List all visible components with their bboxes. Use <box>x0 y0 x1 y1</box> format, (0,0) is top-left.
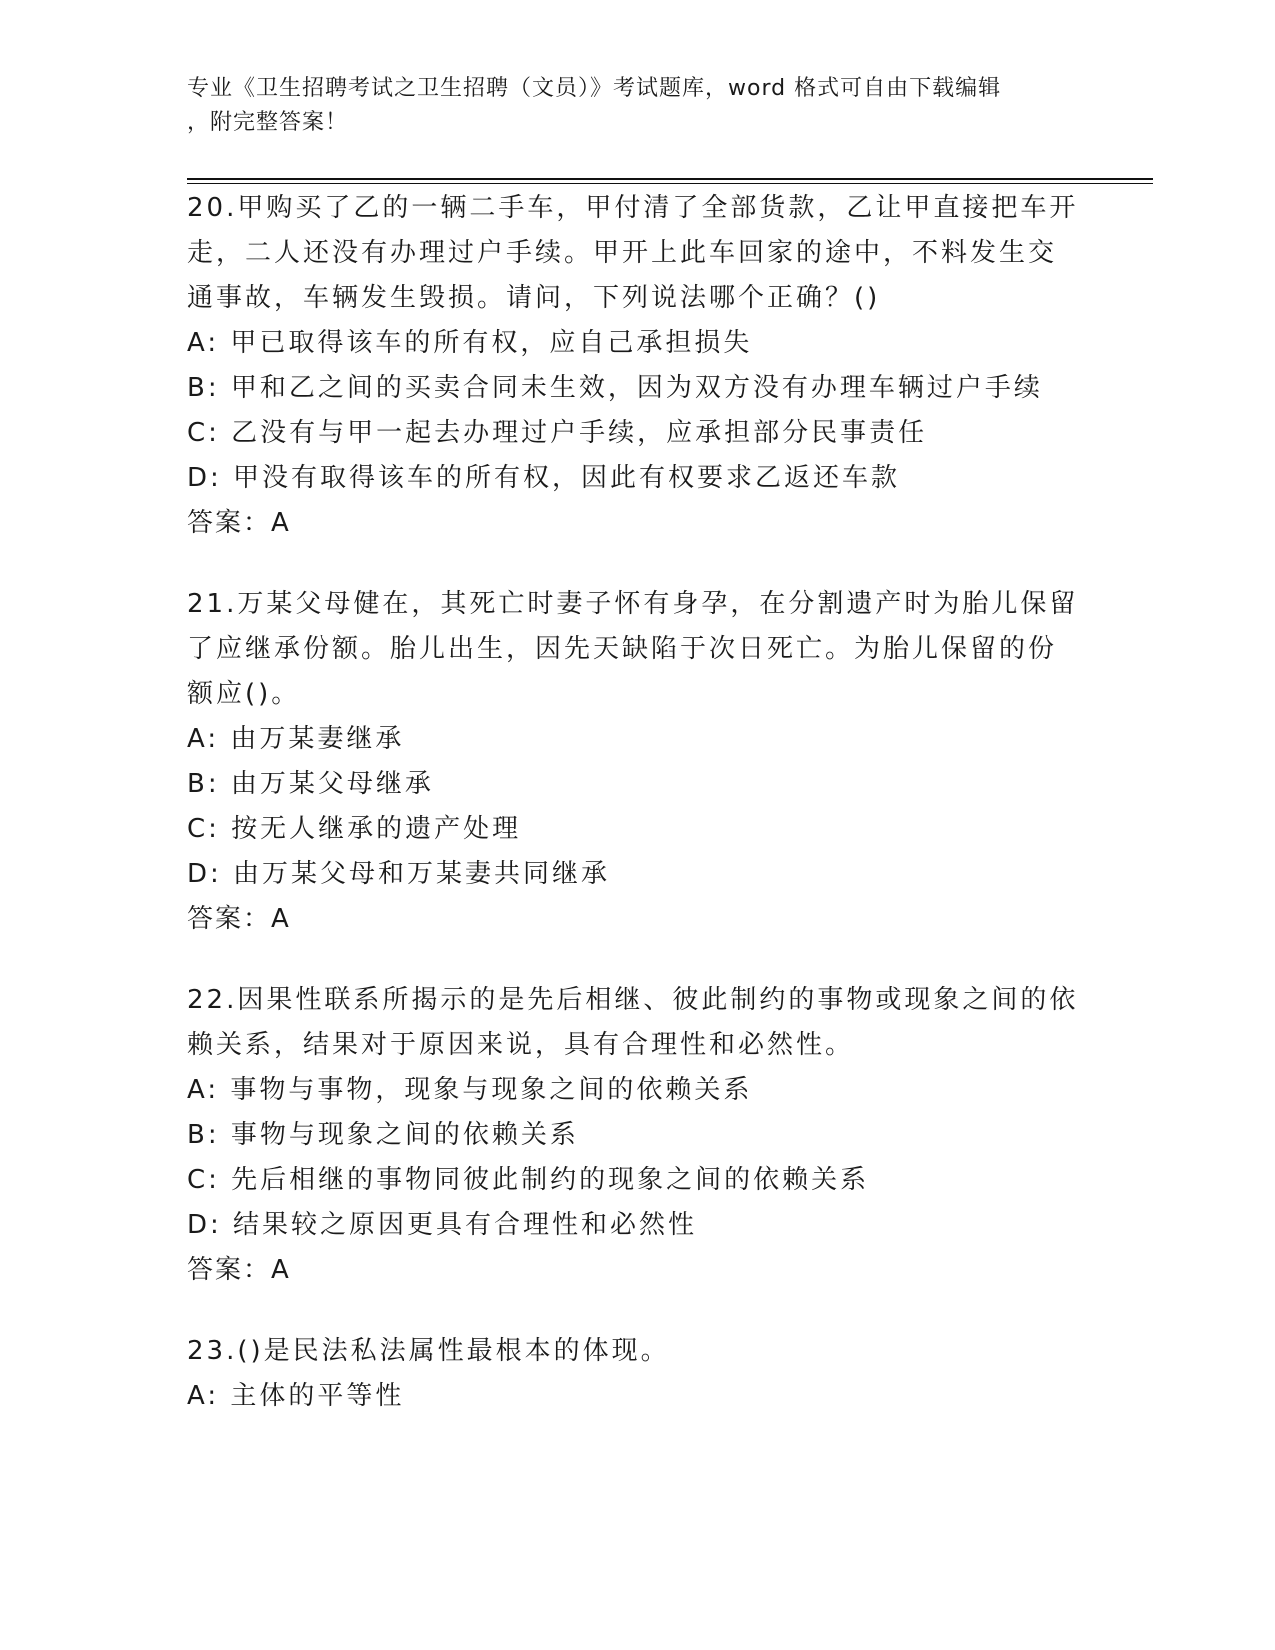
option-a: A: 主体的平等性 <box>187 1381 405 1411</box>
header-divider-thin <box>187 183 1153 184</box>
stem-line: 22.因果性联系所揭示的是先后相继、彼此制约的事物或现象之间的依 <box>187 985 1079 1015</box>
question-23 <box>187 1329 1087 1419</box>
header-line-1: 专业《卫生招聘考试之卫生招聘（文员）》考试题库，word 格式可自由下载编辑 <box>187 76 1002 101</box>
answer-label: 答案：A <box>187 508 291 538</box>
document-header <box>187 72 1067 140</box>
stem-line: 赖关系，结果对于原因来说，具有合理性和必然性。 <box>187 1030 855 1060</box>
stem-line: 21.万某父母健在，其死亡时妻子怀有身孕，在分割遗产时为胎儿保留 <box>187 589 1079 619</box>
option-a: A: 由万某妻继承 <box>187 724 405 754</box>
question-22 <box>187 978 1087 1293</box>
answer-label: 答案：A <box>187 1255 291 1285</box>
option-d: D: 由万某父母和万某妻共同继承 <box>187 859 611 889</box>
stem-line: 通事故，车辆发生毁损。请问，下列说法哪个正确？() <box>187 283 881 313</box>
option-c: C: 乙没有与甲一起去办理过户手续，应承担部分民事责任 <box>187 418 928 448</box>
header-line-2: ，附完整答案！ <box>187 110 349 135</box>
option-b: B: 由万某父母继承 <box>187 769 434 799</box>
question-stem <box>187 978 1087 1068</box>
option-a: A: 甲已取得该车的所有权，应自己承担损失 <box>187 328 753 358</box>
option-c: C: 先后相继的事物同彼此制约的现象之间的依赖关系 <box>187 1165 870 1195</box>
stem-line: 23.()是民法私法属性最根本的体现。 <box>187 1336 670 1366</box>
stem-line: 额应()。 <box>187 679 301 709</box>
question-stem <box>187 186 1087 321</box>
question-stem <box>187 582 1087 717</box>
header-divider-thick <box>187 178 1153 180</box>
option-c: C: 按无人继承的遗产处理 <box>187 814 522 844</box>
question-list <box>187 186 1087 1455</box>
option-a: A: 事物与事物，现象与现象之间的依赖关系 <box>187 1075 753 1105</box>
stem-line: 走，二人还没有办理过户手续。甲开上此车回家的途中，不料发生交 <box>187 238 1058 268</box>
option-b: B: 事物与现象之间的依赖关系 <box>187 1120 579 1150</box>
question-21 <box>187 582 1087 942</box>
option-d: D: 结果较之原因更具有合理性和必然性 <box>187 1210 698 1240</box>
question-20 <box>187 186 1087 546</box>
option-b: B: 甲和乙之间的买卖合同未生效，因为双方没有办理车辆过户手续 <box>187 373 1043 403</box>
question-stem <box>187 1329 1087 1374</box>
stem-line: 20.甲购买了乙的一辆二手车，甲付清了全部货款，乙让甲直接把车开 <box>187 193 1079 223</box>
answer-label: 答案：A <box>187 904 291 934</box>
stem-line: 了应继承份额。胎儿出生，因先天缺陷于次日死亡。为胎儿保留的份 <box>187 634 1058 664</box>
option-d: D: 甲没有取得该车的所有权，因此有权要求乙返还车款 <box>187 463 901 493</box>
